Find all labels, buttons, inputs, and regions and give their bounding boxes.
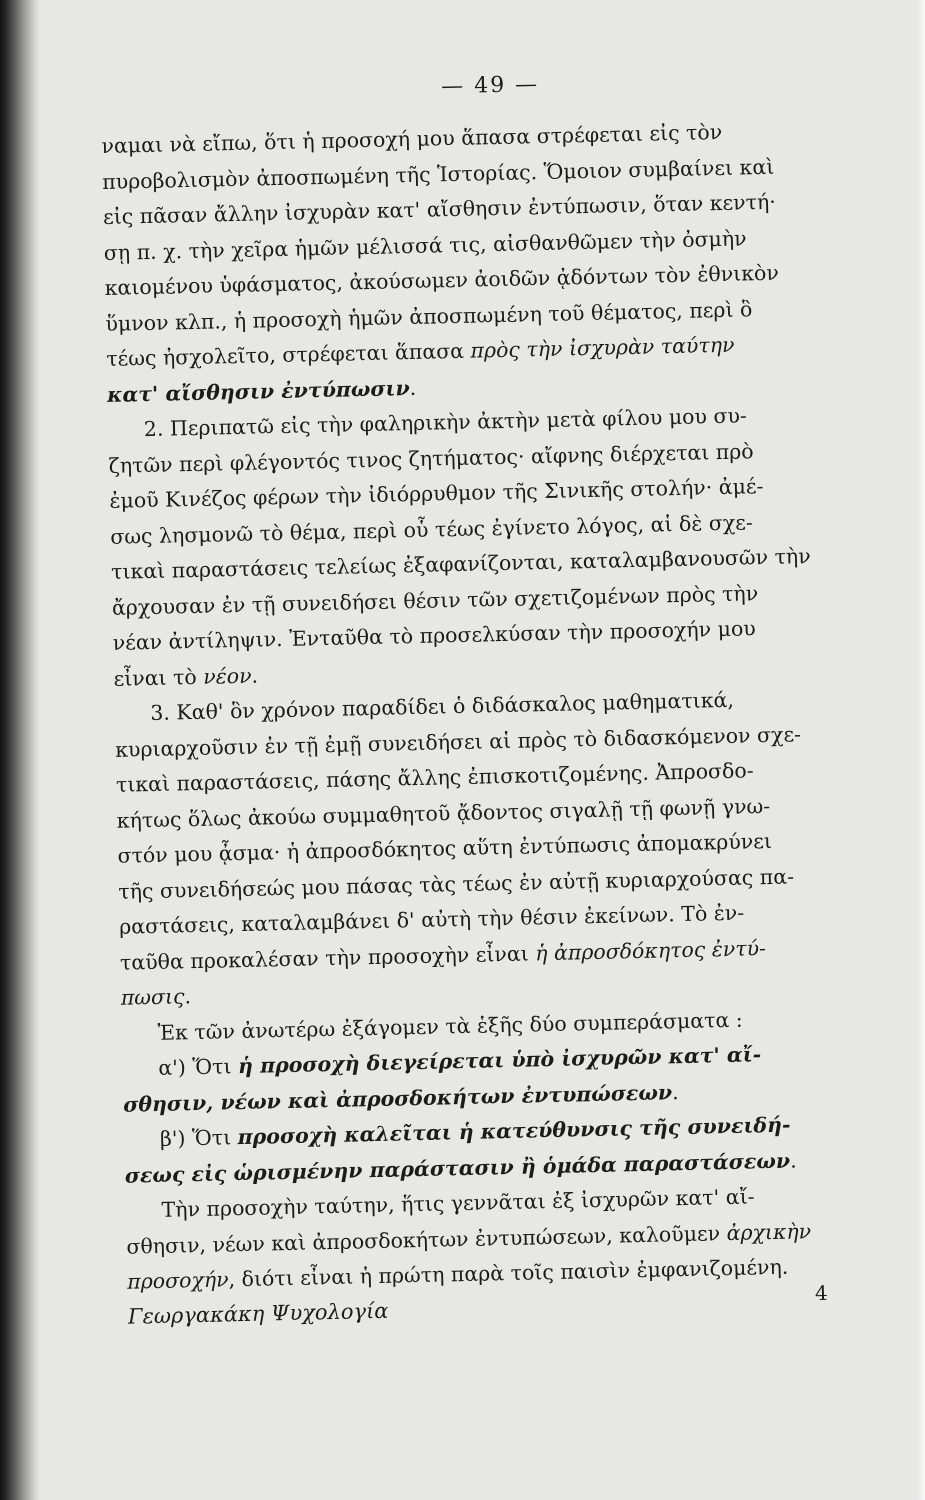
line-text: στόν μου ᾆσμα· ἡ ἀπροσδόκητος αὕτη ἐντύπωσις ἀπομακρύνει (117, 828, 773, 868)
emphasis-text: ἡ ἀπροσδόκητος ἐντύ- (534, 935, 767, 965)
emphasis-text: πωσις (120, 984, 185, 1010)
line-text: τικαὶ παραστάσεις, πάσης ἄλλης ἐπισκοτιζομένης. Ἀπροσδο- (115, 758, 754, 797)
line-text: . (409, 375, 417, 400)
line-text: ὕμνον κλπ., ἡ προσοχὴ ἡμῶν ἀποσπωμένη τοῦ θέματος, περὶ ὃ (105, 296, 753, 336)
line-text: , διότι εἶναι ἡ πρώτη παρὰ τοῖς παισὶν ἐμφανιζομένη. (228, 1254, 789, 1292)
line-text: ζητῶν περὶ φλέγοντός τινος ζητήματος· αἴφνης διέρχεται πρὸ (108, 438, 754, 478)
line-text: εἶναι τὸ (113, 664, 204, 691)
line-text: 2. Περιπατῶ εἰς τὴν φαληρικὴν ἀκτὴν μετὰ φίλου μου συ- (143, 403, 748, 442)
line-text: τῆς συνειδήσεώς μου πάσας τὰς τέως ἐν αὐτῇ κυριαρχούσας πα- (118, 863, 795, 904)
line-text: ταῦθα προκαλέσαν τὴν προσοχὴν εἶναι (119, 940, 536, 975)
line-text: ἄρχουσαν ἐν τῇ συνειδήσει θέσιν τῶν σχετιζομένων πρὸς τὴν (111, 580, 759, 620)
line-text: . (251, 663, 259, 688)
line-text: ἐμοῦ Κινέζος φέρων τὴν ἰδιόρρυθμον τῆς Σινικῆς στολήν· ἀμέ- (109, 474, 764, 513)
emphasis-text: σεως εἰς ὡρισμένην παράστασιν ἢ ὁμάδα παραστάσεων (124, 1148, 791, 1188)
line-text: σῃ π. χ. τὴν χεῖρα ἡμῶν μέλισσά τις, αἰσθανθῶμεν τὴν ὀσμὴν (103, 225, 747, 265)
emphasis-text: σθησιν, νέων καὶ ἀπροσδοκήτων ἐντυπώσεων (122, 1079, 673, 1117)
book-gutter-shadow (0, 0, 40, 1500)
line-text: εἰς πᾶσαν ἄλλην ἰσχυρὰν κατ' αἴσθησιν ἐντύπωσιν, ὅταν κεντή· (102, 189, 777, 229)
line-text: . (184, 984, 192, 1009)
footer-book-title: Γεωργακάκη Ψυχολογία (127, 1298, 389, 1329)
line-text: ναμαι νὰ εἴπω, ὅτι ἡ προσοχή μου ἅπασα στρέφεται εἰς τὸν (101, 119, 723, 158)
emphasis-text: κατ' αἴσθησιν ἐντύπωσιν (106, 375, 410, 407)
line-text: ραστάσεις, καταλαμβάνει δ' αὐτὴ τὴν θέσιν ἐκείνων. Τὸ ἐν- (118, 900, 745, 939)
emphasis-text: προσοχήν (126, 1267, 229, 1294)
line-text: πυροβολισμὸν ἀποσπωμένη τῆς Ἱστορίας. Ὅμοιον συμβαίνει καὶ (101, 154, 775, 194)
line-text: κήτως ὅλως ἀκούω συμμαθητοῦ ᾄδοντος σιγαλῇ τῇ φωνῇ γνω- (116, 793, 771, 833)
line-text: β') Ὅτι (159, 1125, 238, 1151)
line-text: σθησιν, νέων καὶ ἀπροσδοκήτων ἐντυπώσεων, καλοῦμεν (126, 1220, 727, 1259)
page-number: — 49 — (440, 72, 540, 100)
line-text: τικαὶ παραστάσεις τελείως ἐξαφανίζονται, καταλαμβανουσῶν τὴν (110, 544, 811, 584)
emphasis-text: ἡ προσοχὴ διεγείρεται ὑπὸ ἰσχυρῶν κατ' αἴ- (237, 1042, 762, 1079)
line-text: . (671, 1079, 679, 1104)
line-text: 3. Καθ' ὃν χρόνον παραδίδει ὁ διδάσκαλος μαθηματικά, (150, 687, 735, 726)
body-text (101, 113, 827, 1300)
signature-mark: 4 (814, 1280, 828, 1305)
line-text: καιομένου ὑφάσματος, ἀκούσωμεν ἀοιδῶν ᾀδόντων τὸν ἐθνικὸν (104, 260, 780, 300)
page-edge (917, 0, 925, 1500)
emphasis-text: πρὸς τὴν ἰσχυρὰν ταύτην (470, 332, 735, 363)
line-text: Τὴν προσοχὴν ταύτην, ἥτις γεννᾶται ἐξ ἰσχυρῶν κατ' αἴ- (161, 1184, 755, 1222)
text-block (100, 66, 828, 1340)
emphasis-text: ἀρχικὴν (726, 1218, 812, 1245)
emphasis-text: προσοχὴ καλεῖται ἡ κατεύθυνσις τῆς συνειδή- (237, 1112, 791, 1150)
line-text: τέως ἠσχολεῖτο, στρέφεται ἅπασα (106, 338, 471, 371)
line-text: . (789, 1147, 797, 1173)
line-text: Ἐκ τῶν ἀνωτέρω ἐξάγομεν τὰ ἑξῆς δύο συμπεράσματα : (157, 1007, 743, 1045)
line-text: α') Ὅτι (158, 1054, 239, 1080)
emphasis-text: νέον (202, 663, 252, 689)
line-text: σως λησμονῶ τὸ θέμα, περὶ οὗ τέως ἐγίνετο λόγος, αἱ δὲ σχε- (110, 509, 754, 549)
line-text: νέαν ἀντίληψιν. Ἐνταῦθα τὸ προσελκύσαν τὴν προσοχήν μου (112, 616, 756, 655)
line-text: κυριαρχοῦσιν ἐν τῇ ἐμῇ συνειδήσει αἱ πρὸς τὸ διδασκόμενον σχε- (114, 721, 802, 762)
